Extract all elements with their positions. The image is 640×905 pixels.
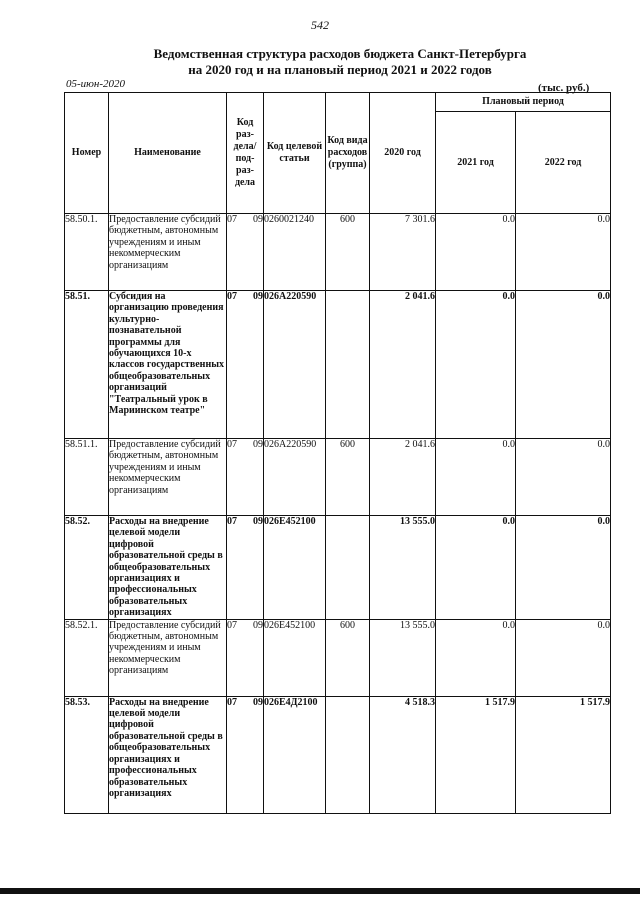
title-line-1: Ведомственная структура расходов бюджета Санкт-Петербурга [153, 46, 527, 61]
subsection-code: 09 [253, 439, 263, 450]
table-row [65, 291, 611, 439]
subsection-code: 09 [253, 291, 263, 302]
section-code-pair [227, 291, 263, 302]
row-name: Субсидия на организацию проведения культурно-познавательной программы для обучающихся 10-х классов государственных общеобразовательных организаций "Театральный урок в Мариинском театре" [109, 291, 227, 439]
units-label: (тыс. руб.) [538, 82, 590, 94]
row-section-code [227, 439, 264, 516]
row-2021-value: 0.0 [436, 516, 516, 620]
header-target-code: Код целевой статьи [264, 93, 326, 214]
section-code-pair [227, 620, 263, 631]
row-number: 58.52. [65, 516, 109, 620]
scan-bottom-edge [0, 888, 640, 894]
row-expense-code [326, 291, 370, 439]
budget-table [64, 92, 611, 814]
row-2021-value: 0.0 [436, 439, 516, 516]
row-number: 58.53. [65, 696, 109, 813]
row-2021-value: 0.0 [436, 619, 516, 696]
row-expense-code: 600 [326, 619, 370, 696]
header-number: Номер [65, 93, 109, 214]
row-expense-code [326, 516, 370, 620]
page-number: 542 [311, 18, 329, 32]
section-code-pair [227, 439, 263, 450]
row-2020-value: 7 301.6 [370, 214, 436, 291]
row-2021-value: 0.0 [436, 291, 516, 439]
document-date: 05-июн-2020 [66, 78, 126, 90]
header-2020: 2020 год [370, 93, 436, 214]
subsection-code: 09 [253, 696, 263, 708]
header-2021: 2021 год [436, 112, 516, 214]
row-2022-value: 0.0 [516, 214, 611, 291]
row-2020-value: 2 041.6 [370, 291, 436, 439]
row-number: 58.51.1. [65, 439, 109, 516]
row-section-code [227, 291, 264, 439]
row-section-code [227, 516, 264, 620]
row-2021-value: 1 517.9 [436, 696, 516, 813]
row-expense-code: 600 [326, 439, 370, 516]
row-expense-code: 600 [326, 214, 370, 291]
row-name: Предоставление субсидий бюджетным, автономным учреждениям и иным некоммерческим организациям [109, 214, 227, 291]
row-2022-value: 0.0 [516, 291, 611, 439]
row-target-code: 026Е4Д2100 [264, 696, 326, 813]
title-line-2: на 2020 год и на плановый период 2021 и 2022 годов [188, 62, 492, 77]
row-target-code: 026Е452100 [264, 516, 326, 620]
row-name: Расходы на внедрение целевой модели цифровой образовательной среды в общеобразовательных организациях и профессиональных образовательных организациях [109, 696, 227, 813]
row-number: 58.52.1. [65, 619, 109, 696]
table-row [65, 619, 611, 696]
row-target-code: 026А220590 [264, 439, 326, 516]
section-code: 07 [227, 214, 237, 225]
subsection-code: 09 [253, 619, 263, 631]
row-number: 58.50.1. [65, 214, 109, 291]
table-row [65, 696, 611, 813]
header-expense-code: Код вида расходов (группа) [326, 93, 370, 214]
row-name: Предоставление субсидий бюджетным, автономным учреждениям и иным некоммерческим организациям [109, 619, 227, 696]
subsection-code: 09 [253, 214, 263, 225]
row-target-code: 0260021240 [264, 214, 326, 291]
header-section-code: Код раз-дела/ под-раз-дела [227, 93, 264, 214]
header-name: Наименование [109, 93, 227, 214]
row-expense-code [326, 696, 370, 813]
header-planned-period: Плановый период [436, 93, 611, 112]
row-section-code [227, 214, 264, 291]
section-code: 07 [227, 439, 237, 450]
subsection-code: 09 [253, 516, 263, 527]
row-target-code: 026А220590 [264, 291, 326, 439]
row-2020-value: 13 555.0 [370, 619, 436, 696]
section-code: 07 [227, 291, 237, 302]
section-code: 07 [227, 619, 237, 631]
row-2022-value: 1 517.9 [516, 696, 611, 813]
section-code-pair [227, 214, 263, 225]
row-name: Расходы на внедрение целевой модели цифровой образовательной среды в общеобразовательных организациях и профессиональных образовательных организациях [109, 516, 227, 620]
section-code-pair [227, 697, 263, 708]
header-2022: 2022 год [516, 112, 611, 214]
row-number: 58.51. [65, 291, 109, 439]
row-2020-value: 4 518.3 [370, 696, 436, 813]
row-name: Предоставление субсидий бюджетным, автономным учреждениям и иным некоммерческим организациям [109, 439, 227, 516]
table-body [65, 214, 611, 814]
row-2022-value: 0.0 [516, 439, 611, 516]
table-row [65, 516, 611, 620]
section-code: 07 [227, 696, 237, 708]
row-2020-value: 2 041.6 [370, 439, 436, 516]
row-section-code [227, 619, 264, 696]
row-section-code [227, 696, 264, 813]
document-title [60, 46, 620, 78]
section-code-pair [227, 516, 263, 527]
header-row [65, 93, 611, 112]
table-row [65, 439, 611, 516]
row-2021-value: 0.0 [436, 214, 516, 291]
table-row [65, 214, 611, 291]
row-2022-value: 0.0 [516, 516, 611, 620]
section-code: 07 [227, 516, 237, 527]
row-2020-value: 13 555.0 [370, 516, 436, 620]
row-target-code: 026Е452100 [264, 619, 326, 696]
row-2022-value: 0.0 [516, 619, 611, 696]
